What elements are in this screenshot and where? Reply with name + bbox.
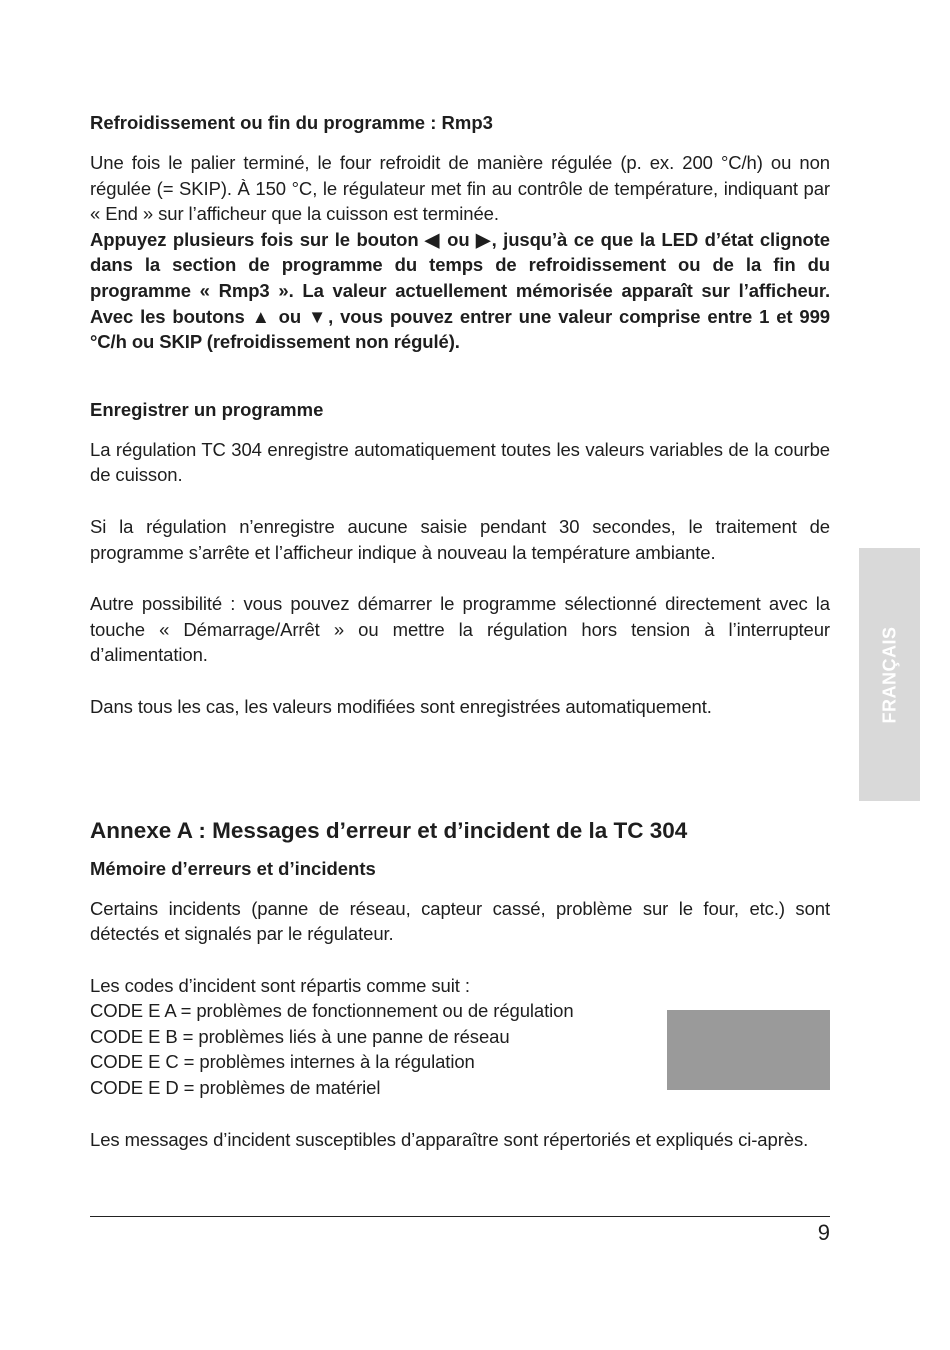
section-heading-rmp3: Refroidissement ou fin du programme : Rmp3 <box>90 112 493 133</box>
section-heading-save: Enregistrer un programme <box>90 398 324 420</box>
paragraph: Autre possibilité : vous pouvez démarrer le programme sélectionné directement avec la touche « Démarrage/Arrêt » ou mettre la régulation hors tension à l’interrupteur d’alimentation. <box>90 593 830 666</box>
paragraph: Si la régulation n’enregistre aucune saisie pendant 30 secondes, le traitement de programme s’arrête et l’afficheur indique à nouveau la température ambiante. <box>90 515 830 563</box>
code-line: CODE E A = problèmes de fonctionnement ou de régulation <box>90 1000 574 1022</box>
code-line: CODE E D = problèmes de matériel <box>90 1077 381 1099</box>
language-tab-label: FRANÇAIS <box>879 626 899 723</box>
paragraph: Dans tous les cas, les valeurs modifiées sont enregistrées automatiquement. <box>90 695 712 717</box>
annex-subheading: Mémoire d’erreurs et d’incidents <box>90 857 376 879</box>
paragraph: Certains incidents (panne de réseau, capteur cassé, problème sur le four, etc.) sont détectés et signalés par le régulateur. <box>90 897 830 945</box>
paragraph: La régulation TC 304 enregistre automatiquement toutes les valeurs variables de la courbe de cuisson. <box>90 438 830 486</box>
page-number: 9 <box>817 1220 830 1245</box>
instruction-paragraph: Appuyez plusieurs fois sur le bouton ◀ ou ▶, jusqu’à ce que la LED d’état clignote dans la section de programme du temps de refroidissement ou de la fin du programme « Rmp3 ». La valeur actuellement mémorisée apparaît sur l’afficheur. Avec les boutons ▲ ou ▼, vous pouvez entrer une valeur comprise entre 1 et 999 °C/h ou SKIP (refroidissement non régulé). <box>90 228 830 353</box>
code-line: CODE E B = problèmes liés à une panne de réseau <box>90 1025 510 1047</box>
page-content <box>90 110 830 1152</box>
annex-title: Annexe A : Messages d’erreur et d’incident de la TC 304 <box>90 817 688 843</box>
paragraph: Une fois le palier terminé, le four refroidit de manière régulée (p. ex. 200 °C/h) ou non régulée (= SKIP). À 150 °C, le régulateur met fin au contrôle de température, indiquant par « End » sur l’afficheur que la cuisson est terminée. <box>90 152 830 225</box>
code-line: CODE E C = problèmes internes à la régulation <box>90 1051 475 1073</box>
codes-intro: Les codes d’incident sont répartis comme suit : <box>90 974 470 996</box>
footer-rule <box>90 1216 830 1217</box>
paragraph: Les messages d’incident susceptibles d’apparaître sont répertoriés et expliqués ci-après. <box>90 1128 809 1150</box>
language-tab <box>859 548 920 801</box>
image-placeholder-box <box>667 1010 830 1090</box>
